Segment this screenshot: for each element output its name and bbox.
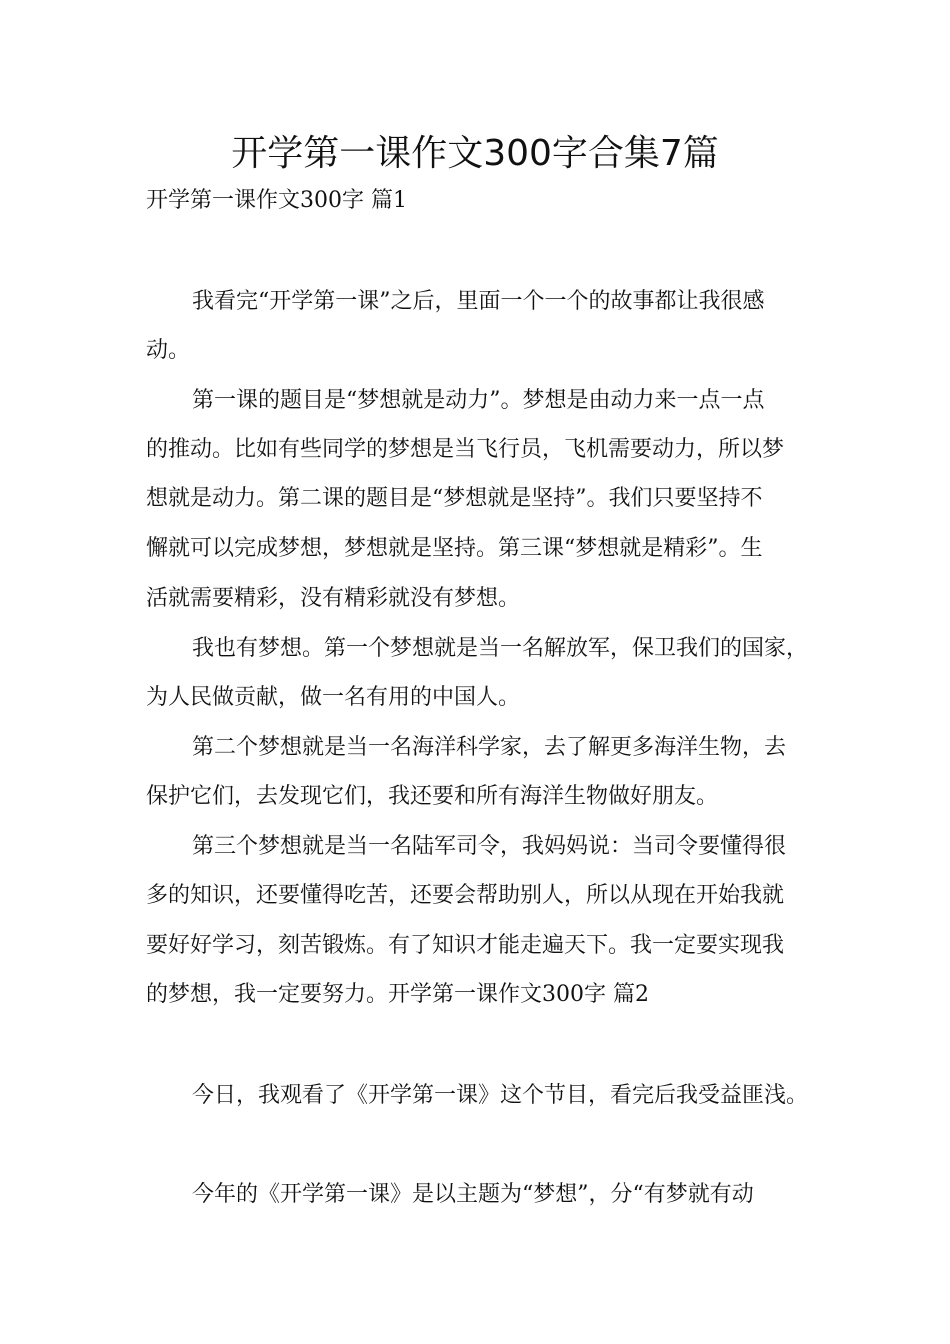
text-line: 动。	[146, 338, 191, 363]
text-line: 保护它们，去发现它们，我还要和所有海洋生物做好朋友。	[146, 784, 719, 809]
text-line: 今日，我观看了《开学第一课》这个节目，看完后我受益匪浅。	[192, 1083, 809, 1108]
text-line: 想就是动力。第二课的题目是“梦想就是坚持”。我们只要坚持不	[146, 486, 763, 511]
text-line: 第一课的题目是“梦想就是动力”。梦想是由动力来一点一点	[192, 388, 765, 413]
text-line: 我看完“开学第一课”之后，里面一个一个的故事都让我很感	[192, 289, 765, 314]
section-heading: 开学第一课作文300字 篇1	[146, 188, 407, 213]
text-line: 第二个梦想就是当一名海洋科学家，去了解更多海洋生物，去	[192, 735, 787, 760]
text-line: 的梦想，我一定要努力。开学第一课作文300字 篇2	[146, 982, 649, 1007]
text-line: 懈就可以完成梦想，梦想就是坚持。第三课“梦想就是精彩”。生	[146, 536, 763, 561]
text-line: 第三个梦想就是当一名陆军司令，我妈妈说：当司令要懂得很	[192, 834, 787, 859]
text-line: 为人民做贡献，做一名有用的中国人。	[146, 685, 521, 710]
text-line: 我也有梦想。第一个梦想就是当一名解放军，保卫我们的国家，	[192, 636, 809, 661]
text-line: 多的知识，还要懂得吃苦，还要会帮助别人，所以从现在开始我就	[146, 883, 785, 908]
text-line: 活就需要精彩，没有精彩就没有梦想。	[146, 586, 521, 611]
document-title: 开学第一课作文300字合集7篇	[231, 133, 719, 174]
text-line: 的推动。比如有些同学的梦想是当飞行员，飞机需要动力，所以梦	[146, 437, 785, 462]
text-line: 今年的《开学第一课》是以主题为“梦想”，分“有梦就有动	[192, 1182, 754, 1207]
text-line: 要好好学习，刻苦锻炼。有了知识才能走遍天下。我一定要实现我	[146, 933, 785, 958]
